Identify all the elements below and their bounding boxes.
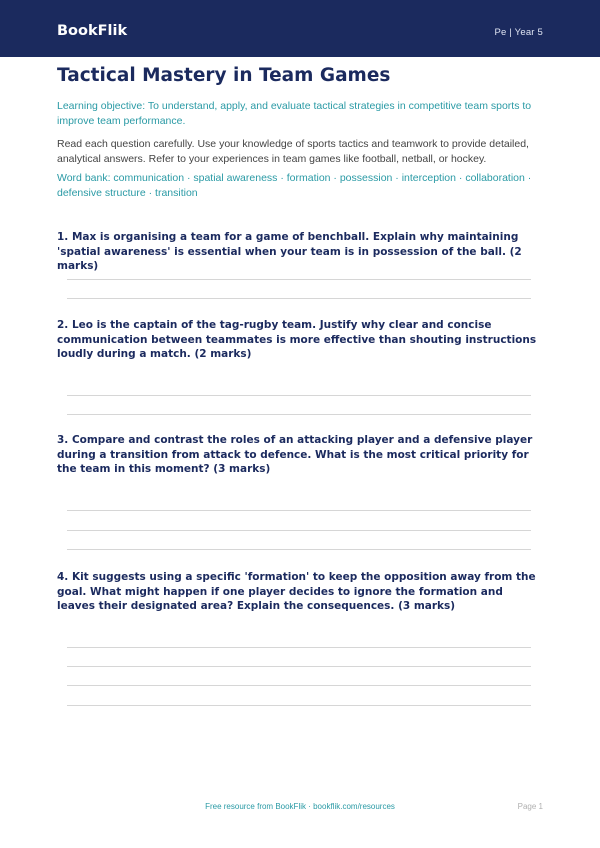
question-3: 3. Compare and contrast the roles of an attacking player and a defensive player during a transition from attack to defence. What is the most critical priority for the team in this moment? (3 marks) <box>57 434 533 475</box>
answer-line[interactable] <box>67 530 531 531</box>
answer-line[interactable] <box>67 279 531 280</box>
instructions: Read each question carefully. Use your knowledge of sports tactics and teamwork to provide detailed, analytical answers. Refer to your experiences in team games like football, netball, or hockey. <box>57 138 529 165</box>
page-header <box>0 0 600 57</box>
answer-line[interactable] <box>67 685 531 686</box>
page-number: Page 1 <box>517 802 543 811</box>
answer-line[interactable] <box>67 510 531 511</box>
answer-line[interactable] <box>67 666 531 667</box>
answer-line[interactable] <box>67 414 531 415</box>
question-4: 4. Kit suggests using a specific 'formation' to keep the opposition away from the goal. What might happen if one player decides to ignore the formation and leaves their designated area? Explain the consequences. (3 marks) <box>57 571 536 612</box>
answer-line[interactable] <box>67 705 531 706</box>
answer-line[interactable] <box>67 647 531 648</box>
brand-logo: BookFlik <box>57 23 128 39</box>
word-bank: Word bank: communication · spatial awareness · formation · possession · interception · collaboration · defensive structure · transition <box>57 172 532 199</box>
answer-line[interactable] <box>67 549 531 550</box>
question-2: 2. Leo is the captain of the tag-rugby team. Justify why clear and concise communication between teammates is more effective than shouting instructions loudly during a match. (2 marks) <box>57 319 537 360</box>
answer-line[interactable] <box>67 298 531 299</box>
subject-year-label: Pe | Year 5 <box>494 27 543 38</box>
learning-objective: Learning objective: To understand, apply, and evaluate tactical strategies in competitive team sports to improve team performance. <box>57 100 532 127</box>
footer-credit: Free resource from BookFlik · bookflik.com/resources <box>205 802 395 811</box>
page-title: Tactical Mastery in Team Games <box>57 65 391 86</box>
answer-line[interactable] <box>67 395 531 396</box>
question-1: 1. Max is organising a team for a game of benchball. Explain why maintaining 'spatial awareness' is essential when your team is in possession of the ball. (2 marks) <box>57 231 522 272</box>
